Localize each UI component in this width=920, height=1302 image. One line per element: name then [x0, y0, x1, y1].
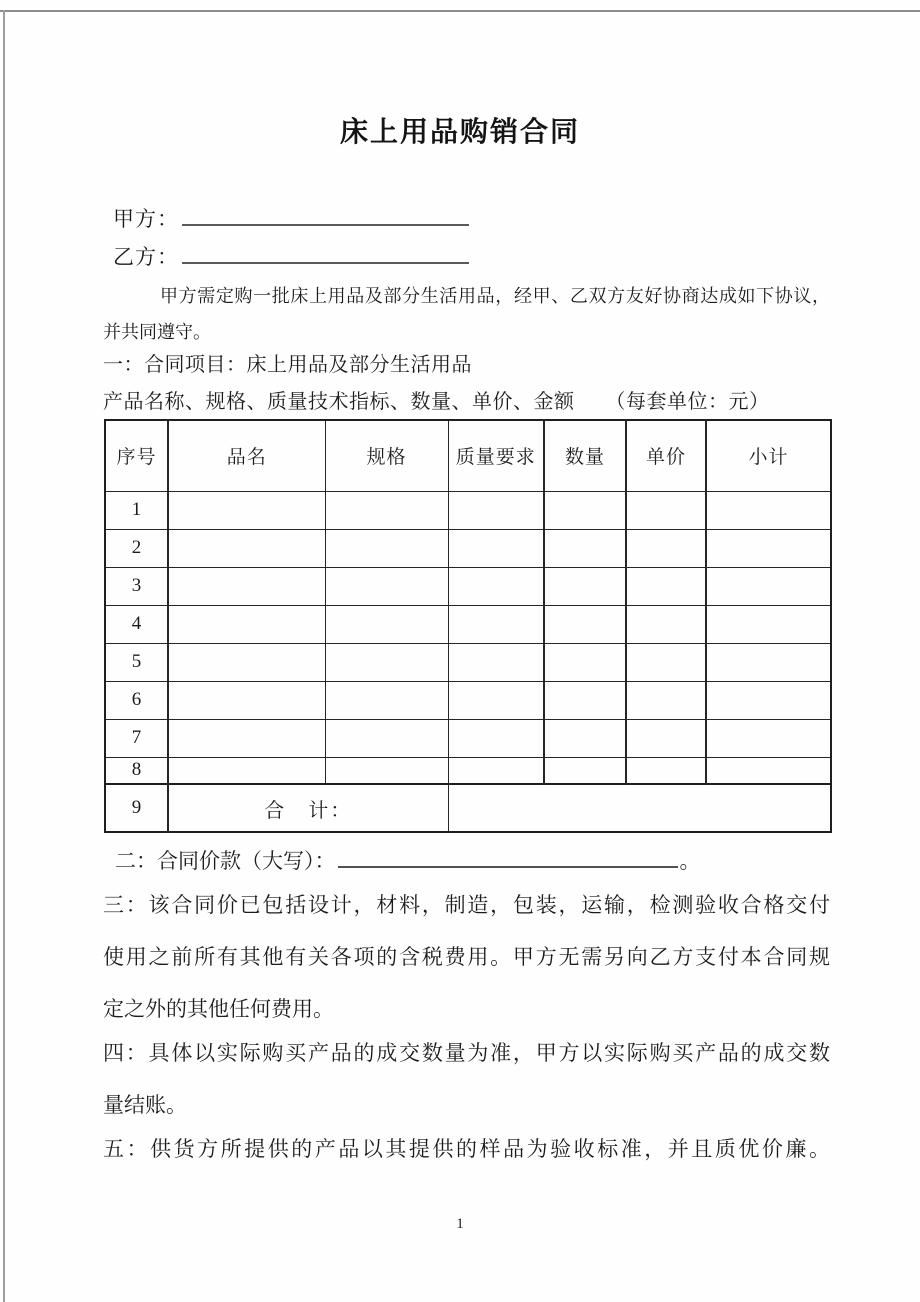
section-five-paragraph [103, 1123, 830, 1175]
clause-line: 四：具体以实际购买产品的成交数量为准，甲方以实际购买产品的成交数 [103, 1041, 830, 1065]
party-b-line [113, 241, 469, 271]
party-b-label: 乙方： [113, 245, 179, 269]
clause-line: 定之外的其他任何费用。 [103, 997, 334, 1021]
table-row [105, 719, 831, 757]
cell-empty [448, 719, 544, 757]
intro-paragraph [103, 278, 830, 350]
section-three-paragraph [103, 879, 830, 1035]
cell-empty [544, 681, 626, 719]
cell-empty [706, 757, 831, 784]
section-four-paragraph [103, 1027, 830, 1131]
contract-amount-blank [338, 846, 678, 868]
row-index: 6 [105, 681, 168, 719]
cell-empty [168, 643, 325, 681]
col-header-quality: 质量要求 [448, 420, 544, 491]
cell-empty [544, 757, 626, 784]
cell-empty [706, 529, 831, 567]
cell-empty [325, 491, 448, 529]
clause-line: 量结账。 [103, 1093, 187, 1117]
row-index: 7 [105, 719, 168, 757]
cell-empty [544, 491, 626, 529]
cell-empty [626, 491, 706, 529]
table-row [105, 529, 831, 567]
cell-empty [325, 529, 448, 567]
clause-line: 三：该合同价已包括设计，材料，制造，包装，运输，检测验收合格交付 [103, 893, 830, 917]
intro-line: 甲方需定购一批床上用品及部分生活用品，经甲、乙双方友好协商达成如下协议， [160, 286, 830, 306]
products-table [104, 419, 832, 833]
col-header-product: 品名 [168, 420, 325, 491]
cell-empty [706, 681, 831, 719]
cell-empty [544, 605, 626, 643]
party-b-blank [182, 242, 469, 264]
cell-empty [626, 681, 706, 719]
cell-empty [626, 719, 706, 757]
cell-empty [325, 757, 448, 784]
cell-empty [626, 643, 706, 681]
row-index: 9 [105, 784, 168, 832]
col-header-index: 序号 [105, 420, 168, 491]
cell-empty [448, 757, 544, 784]
table-row [105, 643, 831, 681]
scan-edge-top [0, 10, 920, 12]
cell-empty [168, 529, 325, 567]
cell-empty [706, 605, 831, 643]
cell-empty [626, 567, 706, 605]
scan-edge-left [3, 10, 5, 1302]
cell-empty [626, 757, 706, 784]
cell-empty [448, 529, 544, 567]
table-row [105, 681, 831, 719]
cell-empty [544, 643, 626, 681]
cell-empty [448, 567, 544, 605]
cell-empty [626, 605, 706, 643]
table-total-row [105, 784, 831, 832]
page-title: 床上用品购销合同 [339, 117, 580, 148]
clause-line: 使用之前所有其他有关各项的含税费用。甲方无需另向乙方支付本合同规 [103, 945, 830, 969]
col-header-spec: 规格 [325, 420, 448, 491]
cell-empty [168, 491, 325, 529]
party-a-blank [182, 204, 469, 226]
col-header-subtotal: 小计 [706, 420, 831, 491]
cell-empty [706, 719, 831, 757]
cell-empty [706, 491, 831, 529]
row-index: 2 [105, 529, 168, 567]
clause-line: 五：供货方所提供的产品以其提供的样品为验收标准，并且质优价廉。 [103, 1137, 830, 1161]
section-one-heading: 一：合同项目：床上用品及部分生活用品 [103, 354, 472, 376]
cell-empty [168, 757, 325, 784]
table-row [105, 605, 831, 643]
cell-empty [626, 529, 706, 567]
cell-empty [325, 719, 448, 757]
cell-empty [325, 567, 448, 605]
section-two-suffix: 。 [679, 849, 701, 873]
cell-empty [325, 681, 448, 719]
cell-empty [168, 605, 325, 643]
cell-empty [448, 491, 544, 529]
table-row [105, 757, 831, 784]
row-index: 5 [105, 643, 168, 681]
section-two-line [115, 845, 842, 875]
table-row [105, 491, 831, 529]
cell-empty [168, 567, 325, 605]
cell-empty [448, 643, 544, 681]
page-number: 1 [456, 1216, 464, 1232]
cell-empty [544, 567, 626, 605]
col-header-quantity: 数量 [544, 420, 626, 491]
intro-line: 并共同遵守。 [103, 322, 211, 342]
cell-empty [706, 567, 831, 605]
cell-empty [325, 643, 448, 681]
cell-empty [706, 643, 831, 681]
cell-empty [325, 605, 448, 643]
cell-empty [544, 529, 626, 567]
section-two-prefix: 二：合同价款（大写）： [115, 849, 336, 873]
party-a-label: 甲方： [113, 207, 179, 231]
cell-empty [448, 681, 544, 719]
table-header-row [105, 420, 831, 491]
cell-empty [168, 681, 325, 719]
total-label: 合 计： [168, 784, 448, 832]
row-index: 1 [105, 491, 168, 529]
cell-empty [448, 605, 544, 643]
party-a-line [113, 203, 469, 233]
cell-empty [544, 719, 626, 757]
row-index: 3 [105, 567, 168, 605]
total-value-cell [448, 784, 831, 832]
col-header-unit-price: 单价 [626, 420, 706, 491]
table-row [105, 567, 831, 605]
row-index: 8 [105, 757, 168, 784]
cell-empty [168, 719, 325, 757]
section-one-subheading: 产品名称、规格、质量技术指标、数量、单价、金额 （每套单位：元） [103, 391, 770, 413]
row-index: 4 [105, 605, 168, 643]
